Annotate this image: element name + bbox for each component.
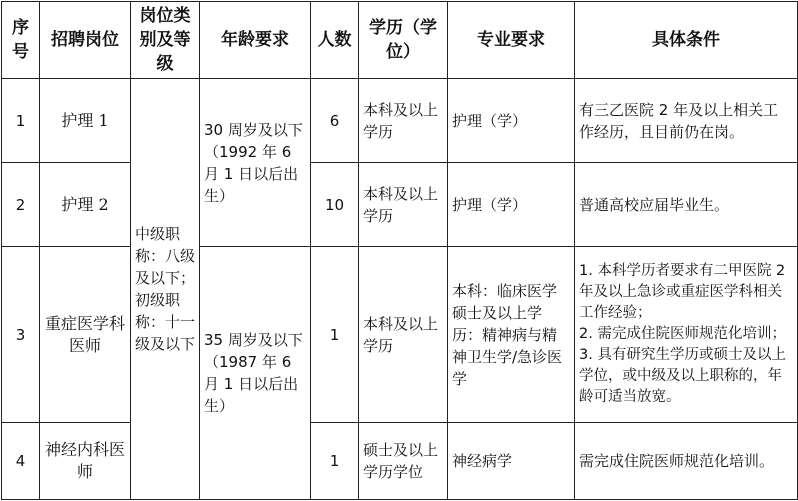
header-major: 专业要求	[448, 2, 575, 79]
cell-education: 硕士及以上学历学位	[359, 423, 448, 500]
cell-conditions: 需完成住院医师规范化培训。	[575, 423, 798, 500]
condition-item: 2. 需完成住院医师规范化培训；	[579, 326, 786, 342]
header-conditions: 具体条件	[575, 2, 798, 79]
table-row	[2, 79, 798, 163]
header-position: 招聘岗位	[40, 2, 131, 79]
cell-seq: 2	[2, 163, 40, 247]
recruitment-table	[1, 1, 798, 500]
cell-education: 本科及以上学历	[359, 163, 448, 247]
cell-seq: 1	[2, 79, 40, 163]
cell-position: 护理 2	[40, 163, 131, 247]
table-row	[2, 247, 798, 423]
cell-conditions: 普通高校应届毕业生。	[575, 163, 798, 247]
cell-major: 神经病学	[448, 423, 575, 500]
cell-major: 护理（学）	[448, 79, 575, 163]
cell-age-group2: 35 周岁及以下（1987 年 6 月 1 日以后出生）	[200, 247, 311, 500]
condition-item: 1. 本科学历者要求有二甲医院 2 年及以上急诊或重症医学科相关工作经验；	[579, 263, 786, 321]
cell-seq: 3	[2, 247, 40, 423]
table-row	[2, 423, 798, 500]
header-age: 年龄要求	[200, 2, 311, 79]
table-row	[2, 163, 798, 247]
header-count: 人数	[311, 2, 359, 79]
cell-count: 6	[311, 79, 359, 163]
cell-count: 1	[311, 247, 359, 423]
cell-education: 本科及以上学历	[359, 79, 448, 163]
cell-conditions	[575, 247, 798, 423]
cell-position: 神经内科医师	[40, 423, 131, 500]
header-seq: 序号	[2, 2, 40, 79]
cell-count: 10	[311, 163, 359, 247]
header-education: 学历（学位）	[359, 2, 448, 79]
cell-position: 重症医学科医师	[40, 247, 131, 423]
cell-count: 1	[311, 423, 359, 500]
cell-conditions: 有三乙医院 2 年及以上相关工作经历，且目前仍在岗。	[575, 79, 798, 163]
header-category: 岗位类别及等级	[131, 2, 200, 79]
cell-seq: 4	[2, 423, 40, 500]
cell-education: 本科及以上学历	[359, 247, 448, 423]
header-row	[2, 2, 798, 79]
cell-position: 护理 1	[40, 79, 131, 163]
cell-age-group1: 30 周岁及以下（1992 年 6 月 1 日以后出生）	[200, 79, 311, 247]
cell-major: 护理（学）	[448, 163, 575, 247]
condition-item: 3. 具有研究生学历或硕士及以上学位，或中级及以上职称的，年龄可适当放宽。	[579, 347, 786, 405]
cell-category-merged: 中级职称：八级及以下；初级职称：十一级及以下	[131, 79, 200, 500]
cell-major: 本科：临床医学 硕士及以上学历：精神病与精神卫生学/急诊医学	[448, 247, 575, 423]
